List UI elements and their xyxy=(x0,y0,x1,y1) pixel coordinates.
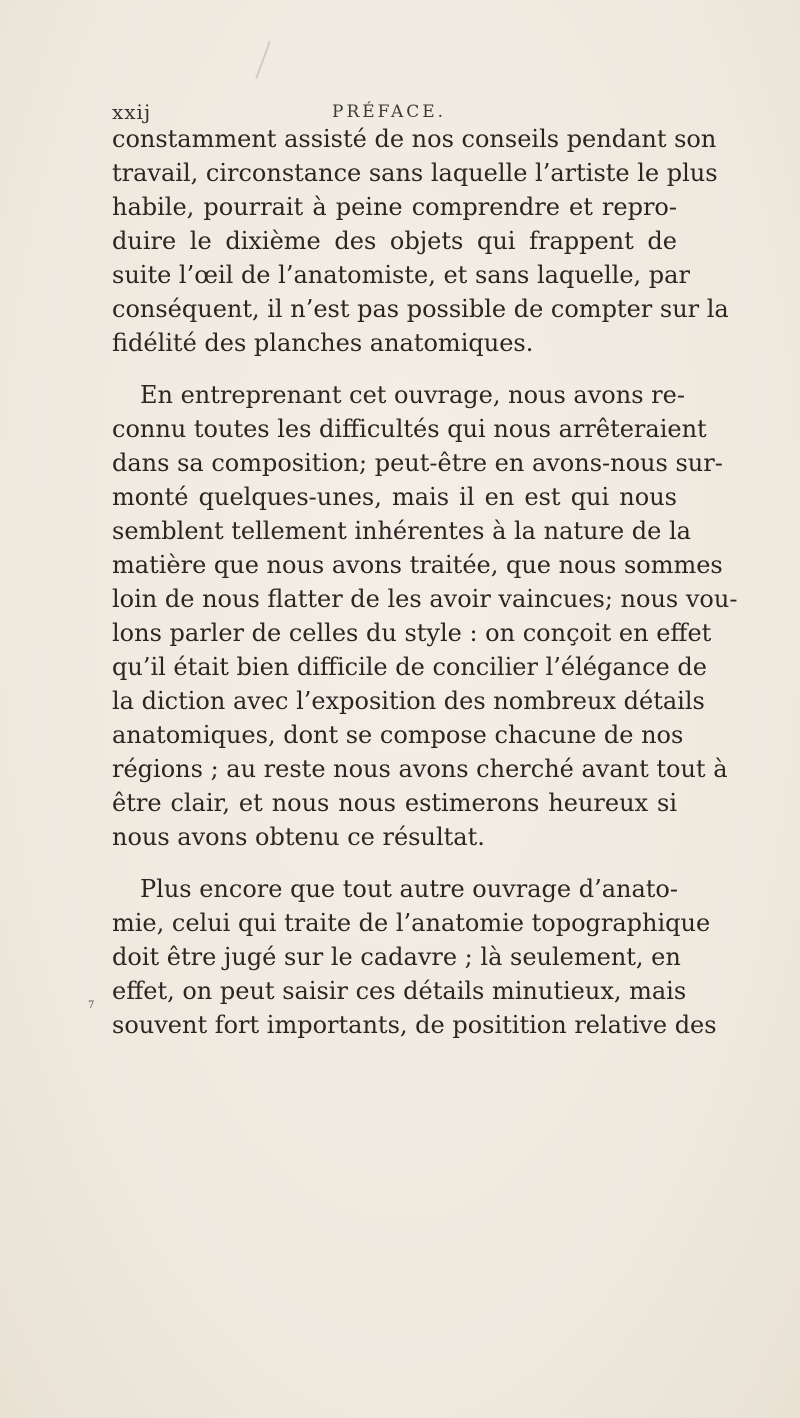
text-line: duire le dixième des objets qui frappent de xyxy=(112,227,677,255)
text-line: lons parler de celles du style : on conçoit en effet xyxy=(112,619,712,647)
text-line: souvent fort importants, de positition relative des xyxy=(112,1011,717,1039)
text-line: monté quelques-unes, mais il en est qui nous xyxy=(112,483,677,511)
text-line: constamment assisté de nos conseils pendant son xyxy=(112,125,717,153)
text-line: Plus encore que tout autre ouvrage d’anato- xyxy=(140,875,678,903)
text-line: doit être jugé sur le cadavre ; là seulement, en xyxy=(112,943,681,971)
text-line: matière que nous avons traitée, que nous sommes xyxy=(112,551,723,579)
text-line: connu toutes les difficultés qui nous arrêteraient xyxy=(112,415,707,443)
text-line: régions ; au reste nous avons cherché avant tout à xyxy=(112,755,728,783)
text-line: dans sa composition; peut-être en avons-nous sur- xyxy=(112,449,723,477)
text-line: semblent tellement inhérentes à la nature de la xyxy=(112,517,691,545)
text-line: la diction avec l’exposition des nombreux détails xyxy=(112,687,705,715)
text-line: nous avons obtenu ce résultat. xyxy=(112,823,485,851)
text-line: être clair, et nous nous estimerons heureux si xyxy=(112,789,677,817)
margin-mark: 7 xyxy=(88,1000,95,1011)
text-line: qu’il était bien difficile de concilier l’élégance de xyxy=(112,653,707,681)
text-line: habile, pourrait à peine comprendre et repro- xyxy=(112,193,677,221)
text-line: En entreprenant cet ouvrage, nous avons re- xyxy=(140,381,685,409)
paper-speck xyxy=(255,41,271,79)
text-line: anatomiques, dont se compose chacune de nos xyxy=(112,721,684,749)
body-text xyxy=(112,122,738,1042)
text-line: travail, circonstance sans laquelle l’artiste le plus xyxy=(112,159,718,187)
text-line: mie, celui qui traite de l’anatomie topographique xyxy=(112,909,711,937)
text-line: conséquent, il n’est pas possible de compter sur la xyxy=(112,295,729,323)
text-line: loin de nous flatter de les avoir vaincues; nous vou- xyxy=(112,585,738,613)
text-line: fidélité des planches anatomiques. xyxy=(112,329,534,357)
text-line: suite l’œil de l’anatomiste, et sans laquelle, par xyxy=(112,261,690,289)
running-head: PRÉFACE. xyxy=(332,102,447,122)
text-line: effet, on peut saisir ces détails minutieux, mais xyxy=(112,977,687,1005)
page-number: xxij xyxy=(112,100,152,124)
